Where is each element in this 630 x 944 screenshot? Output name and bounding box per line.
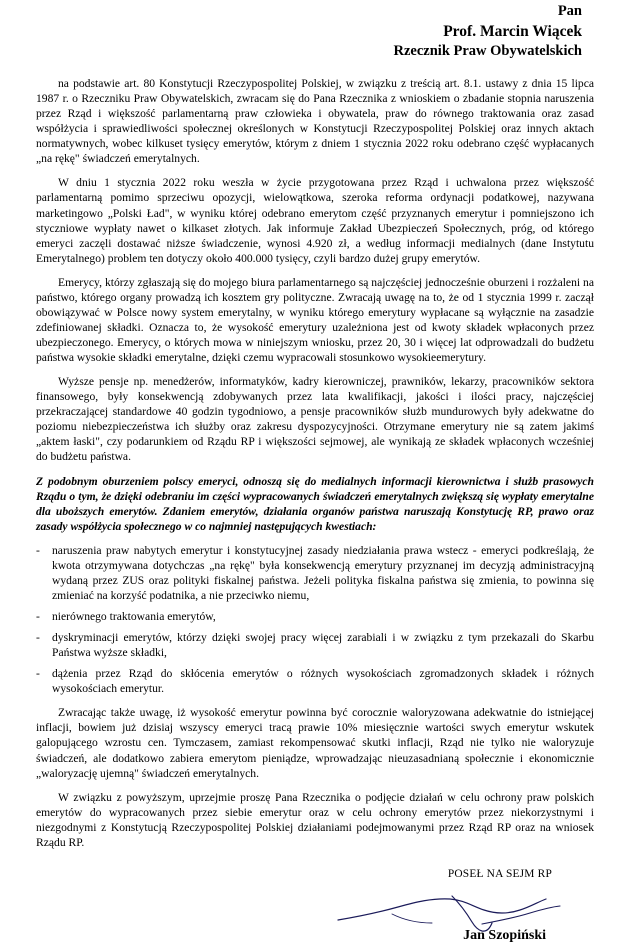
paragraph-5: Zwracając także uwagę, iż wysokość emerytur powinna być corocznie waloryzowana adekwatnie do istniejącej inflacji, bowiem już dzisiaj wszyscy emeryci tracą prawie 10% miesięcznie wartości swych emerytur wskutek galopującego wzrostu cen. Tymczasem, zamiast rekompensować skutki inflacji, Rząd nie tylko nie waloryzuje świadczeń, ale dodatkowo zabiera emerytom pieniądze, wprowadzając nieuzasadnianą społecznie i ekonomicznie „waloryzację ujemną" świadczeń emerytalnych. [36,706,594,780]
list-item-text: dyskryminacji emerytów, którzy dzięki swojej pracy więcej zarabiali i w związku z tym przekazali do Skarbu Państwa wyższe składki, [52,631,594,660]
list-dash: - [36,610,40,624]
paragraph-6: W związku z powyższym, uprzejmie proszę Pana Rzecznika o podjęcie działań w celu ochrony praw polskich emerytów do wypracowanych przez siebie emerytur oraz w celu ochrony emerytów przez niekorzystnymi i niezgodnymi z Konstytucją Rzeczypospolitej Polskiej działaniami podejmowanymi przez Rząd RP oraz na wniosek Rządu RP. [36,790,594,849]
paragraph-3: Emerycy, którzy zgłaszają się do mojego biura parlamentarnego są najczęściej jednocześnie oburzeni i rozżaleni na państwo, którego organy prowadzą ich kosztem gry polityczne. Zwracają uwagę na to, że od 1 stycznia 1999 r. zaczął obowiązywać w Polsce nowy system emerytalny, w wyniku którego emerytury wypłacane są wyłącznie na zasadzie zdefiniowanej składki. Oznacza to, że wysokość emerytury uzależniona jest od kwoty składek wpłaconych przez ubezpieczonego. Emerycy, o których mowa w niniejszym wniosku, przez 20, 30 i więcej lat odprowadzali do budżetu państwa wysokie składki emerytalne, dzięki czemu wypracowali stosunkowo wysokieemerytury. [36,275,594,365]
signature-role: POSEŁ NA SEJM RP [447,867,552,880]
paragraph-2: W dniu 1 stycznia 2022 roku weszła w życie przygotowana przez Rząd i uchwalona przez większość parlamentarną pomimo sprzeciwu opozycji, wielowątkowa, szeroka reforma ordynacji podatkowej, nazywana marketingowo „Polski Ład", w wyniku której odebrano emerytom część przyznanych emerytur i pomniejszono ich styczniowe wypłaty nawet o kilkaset złotych. Jak informuje Zakład Ubezpieczeń Społecznych, próg, od którego emeryci zaczęli dostawać niższe świadczenie, wynosi 4.920 zł, a według informacji medialnych (dane Instytutu Emerytalnego) problem ten dotyczy około 400.000 tysięcy, czyli bardzo dużej grupy emerytów. [36,176,594,265]
paragraph-1: na podstawie art. 80 Konstytucji Rzeczypospolitej Polskiej, w związku z treścią art. 8.1. ustawy z dnia 15 lipca 1987 r. o Rzeczniku Praw Obywatelskich, zwracam się do Pana Rzecznika z wnioskiem o zbadanie stopnia naruszenia przez Rząd i większość parlamentarną praw człowieka i obywatela, praw do równego traktowania oraz zasad współżycia i sprawiedliwości społecznej określonych w Konstytucji Rzeczypospolitej Polskiej oraz innych aktach normatywnych, wobec kilkuset tysięcy emerytów, którym z dniem 1 stycznia 2022 roku odebrano część wypłacanych „na rękę" świadczeń emerytalnych. [36,77,594,166]
signature-block [36,868,594,944]
handwritten-signature [36,900,552,926]
list-dash: - [36,543,40,557]
addressee-title: Rzecznik Praw Obywatelskich [393,43,582,60]
claims-intro: Z podobnym oburzeniem polscy emeryci, odnoszą się do medialnych informacji kierownictwa i służb prasowych Rządu o tym, że dzięki odebraniu im części wypracowanych świadczeń emerytalnych zwiększą się wypłaty emerytalne dla uboższych emerytów. Zdaniem emerytów, działania organów państwa naruszają Konstytucję RP, prawo oraz zasady współżycia społecznego w co najmniej następujących kwestiach: [36,474,594,533]
list-item-text: naruszenia praw nabytych emerytur i konstytucyjnej zasady niedziałania prawa wstecz - emeryci podkreślają, że kwota otrzymywana dotychczas „na rękę" była konsekwencją emerytury przyznanej im decyzją administracyjną wydaną przez ZUS oraz polityki fiskalnej państwa. Jeżeli polityka fiskalna państwa się zmienia, to powinna się zmieniać na korzyść podatnika, a nie przeciwko niemu, [52,543,594,602]
letter-body [36,76,594,850]
list-item [36,609,594,624]
list-item-text: nierównego traktowania emerytów, [52,610,216,624]
addressee-name: Prof. Marcin Wiącek [443,22,582,40]
list-item [36,666,594,696]
list-dash: - [36,667,40,681]
addressee-block [36,0,594,62]
signature-name: Jan Szopiński [463,927,546,943]
paragraph-4: Wyższe pensje np. menedżerów, informatyków, kadry kierowniczej, prawników, lekarzy, pracowników sektora finansowego, były konsekwencją zdobywanych przez lata kwalifikacji, jakości i ilości pracy, najczęściej przekraczającej standardowe 40 godzin tygodniowo, a pensje pracowników służb mundurowych były adekwatne do poziomu niebezpieczeństwa ich służby oraz zakresu dyspozycyjności. Otrzymane emerytury nie są zatem jakimś „aktem łaski", czy podarunkiem od Rządu RP i większości sejmowej, ale wynikają ze składek wpłaconych wcześniej do budżetu państwa. [36,375,594,464]
list-dash: - [36,631,40,645]
list-item-text: dążenia przez Rząd do skłócenia emerytów o różnych wysokościach zgromadzonych składek i różnych wysokościach emerytur. [52,667,594,696]
claims-list [36,543,594,697]
list-item [36,630,594,660]
addressee-salutation: Pan [557,3,582,19]
list-item [36,543,594,603]
